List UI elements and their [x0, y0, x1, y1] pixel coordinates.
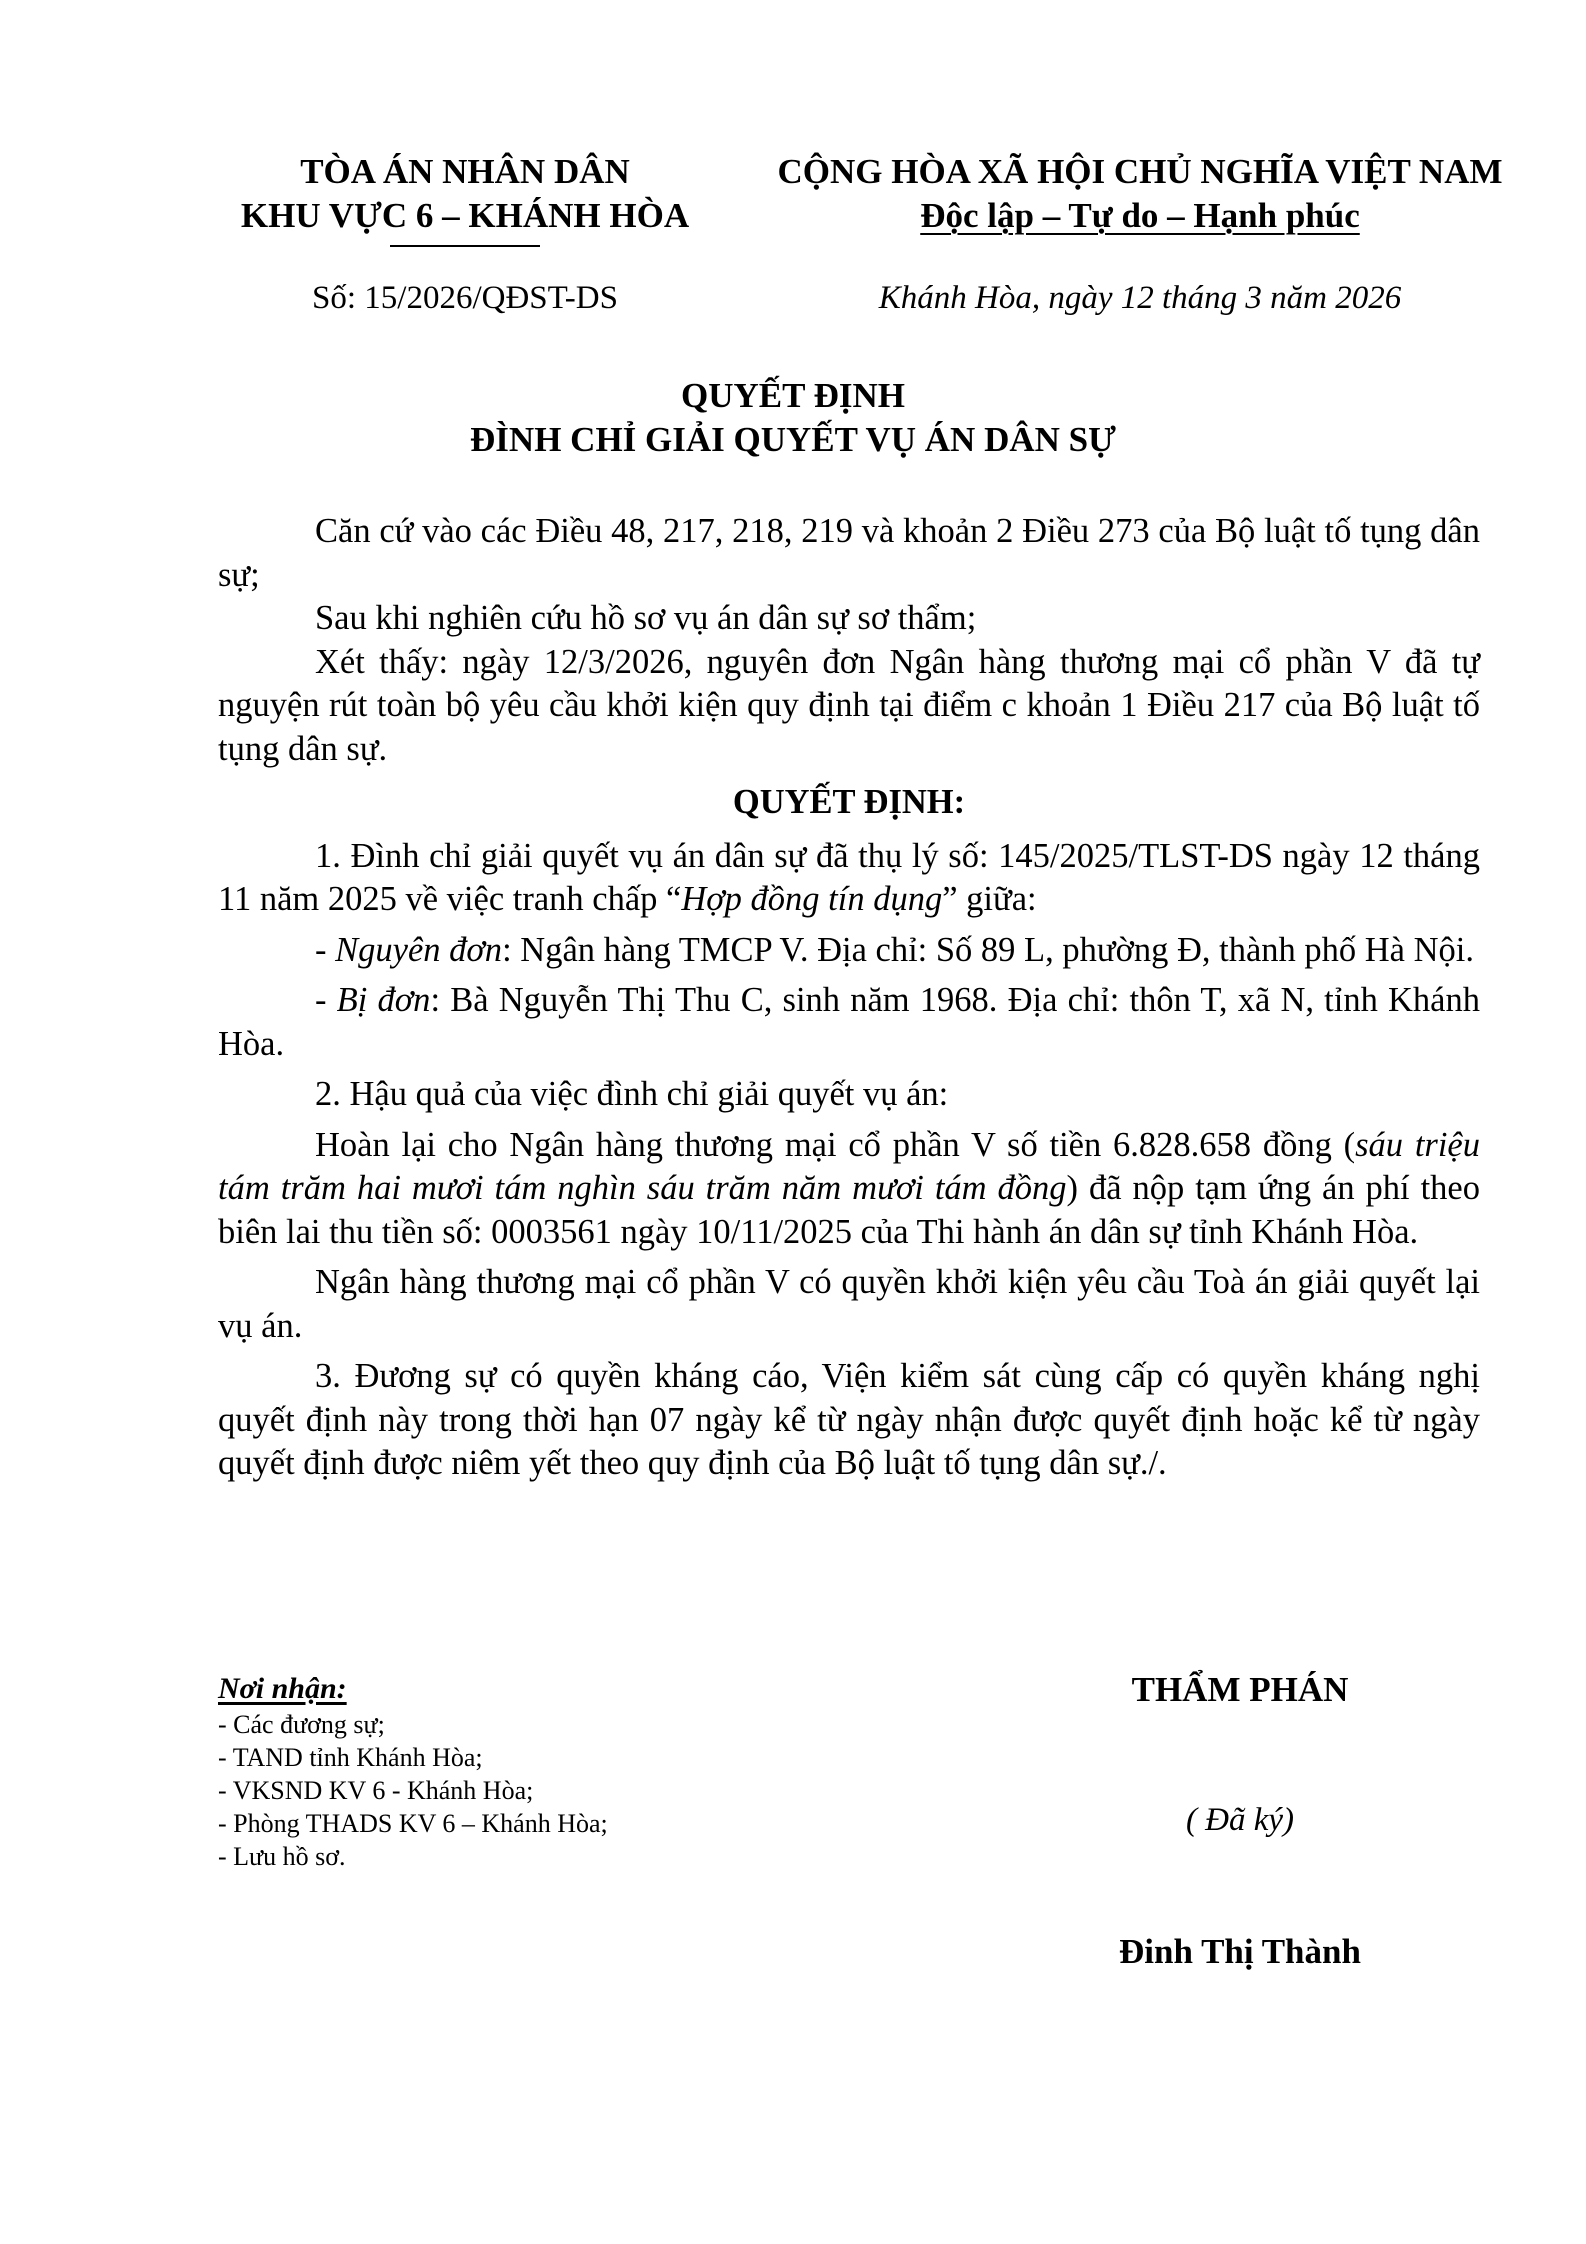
decision-heading: QUYẾT ĐỊNH:: [732, 783, 966, 821]
signer-name: Đinh Thị Thành: [1119, 1932, 1361, 1971]
national-header: [740, 150, 1540, 238]
doc-title: QUYẾT ĐỊNH: [681, 376, 905, 415]
item-2: 2. Hậu quả của việc đình chỉ giải quyết vụ án:: [315, 1075, 949, 1113]
refund-words: sáu triệu tám trăm hai mươi tám nghìn sáu trăm năm mươi tám đồng: [218, 1125, 1480, 1207]
signature-block: [1040, 1668, 1440, 1712]
right-to-sue: Ngân hàng thương mại cổ phần V có quyền khởi kiện yêu cầu Toà án giải quyết lại vụ án.: [218, 1263, 1480, 1345]
place-date: Khánh Hòa, ngày 12 tháng 3 năm 2026: [878, 280, 1402, 316]
national-motto: Độc lập – Tự do – Hạnh phúc: [920, 196, 1360, 235]
court-line-2: KHU VỰC 6 – KHÁNH HÒA: [240, 196, 690, 235]
signed-note-wrap: [1040, 1800, 1440, 1840]
legal-basis: Căn cứ vào các Điều 48, 217, 218, 219 và khoản 2 Điều 273 của Bộ luật tố tụng dân sự;: [218, 512, 1480, 594]
signer-role: THẨM PHÁN: [1131, 1670, 1349, 1709]
item-3: 3. Đương sự có quyền kháng cáo, Viện kiểm sát cùng cấp có quyền kháng nghị quyết định này trong thời hạn 07 ngày kể từ ngày nhận được quyết định hoặc kể từ ngày quyết định được niêm yết theo quy định của Bộ luật tố tụng dân sự./.: [218, 1357, 1480, 1482]
plaintiff-label: Nguyên đơn: [335, 930, 503, 969]
signed-note: ( Đã ký): [1185, 1802, 1295, 1838]
recipients-label: Nơi nhận:: [218, 1672, 347, 1705]
item-1-text: 1. Đình chỉ giải quyết vụ án dân sự đã thụ lý số: 145/2025/TLST-DS ngày 12 tháng 11 năm 2025 về việc tranh chấp “: [218, 836, 1480, 918]
consideration: Xét thấy: ngày 12/3/2026, nguyên đơn Ngân hàng thương mại cổ phần V đã tự nguyện rút toàn bộ yêu cầu khởi kiện quy định tại điểm c khoản 1 Điều 217 của Bộ luật tố tụng dân sự.: [218, 642, 1480, 768]
recipient-item: - Lưu hồ sơ.: [218, 1842, 346, 1871]
doc-subtitle: ĐÌNH CHỈ GIẢI QUYẾT VỤ ÁN DÂN SỰ: [470, 420, 1116, 459]
court-line-1: TÒA ÁN NHÂN DÂN: [300, 152, 630, 191]
recipient-item: - Các đương sự;: [218, 1710, 385, 1739]
defendant-label: Bị đơn: [336, 981, 431, 1019]
decision-number: Số: 15/2026/QĐST-DS: [312, 280, 618, 316]
defendant: - Bị đơn: Bà Nguyễn Thị Thu C, sinh năm 1968. Địa chỉ: thôn T, xã N, tỉnh Khánh Hòa.: [218, 981, 1480, 1063]
plaintiff-text: : Ngân hàng TMCP V. Địa chỉ: Số 89 L, phường Đ, thành phố Hà Nội.: [502, 930, 1474, 969]
refund-end: ) đã nộp tạm ứng án phí theo biên lai thu tiền số: 0003561 ngày 10/11/2025 của Thi hành án dân sự tỉnh Khánh Hòa.: [218, 1169, 1480, 1251]
plaintiff: - Nguyên đơn: Ngân hàng TMCP V. Địa chỉ: Số 89 L, phường Đ, thành phố Hà Nội.: [315, 930, 1474, 969]
decision-body: [218, 510, 1480, 1486]
item-1-end: ” giữa:: [942, 880, 1037, 918]
review-statement: Sau khi nghiên cứu hồ sơ vụ án dân sự sơ thẩm;: [315, 599, 977, 637]
recipient-item: - TAND tỉnh Khánh Hòa;: [218, 1743, 483, 1772]
court-name: [190, 150, 740, 238]
court-underline: [390, 245, 540, 247]
item-1: [218, 835, 1480, 922]
refund-text: Hoàn lại cho Ngân hàng thương mại cổ phần V số tiền 6.828.658 đồng (: [315, 1125, 1356, 1164]
case-type: Hợp đồng tín dụng: [681, 880, 943, 918]
refund: [218, 1124, 1480, 1255]
recipient-item: - Phòng THADS KV 6 – Khánh Hòa;: [218, 1809, 608, 1838]
signer-name-wrap: [1040, 1930, 1440, 1974]
recipient-item: - VKSND KV 6 - Khánh Hòa;: [218, 1776, 534, 1805]
defendant-text: : Bà Nguyễn Thị Thu C, sinh năm 1968. Địa chỉ: thôn T, xã N, tỉnh Khánh Hòa.: [218, 981, 1480, 1063]
country-name: CỘNG HÒA XÃ HỘI CHỦ NGHĨA VIỆT NAM: [777, 152, 1503, 191]
recipients: [218, 1670, 778, 1873]
